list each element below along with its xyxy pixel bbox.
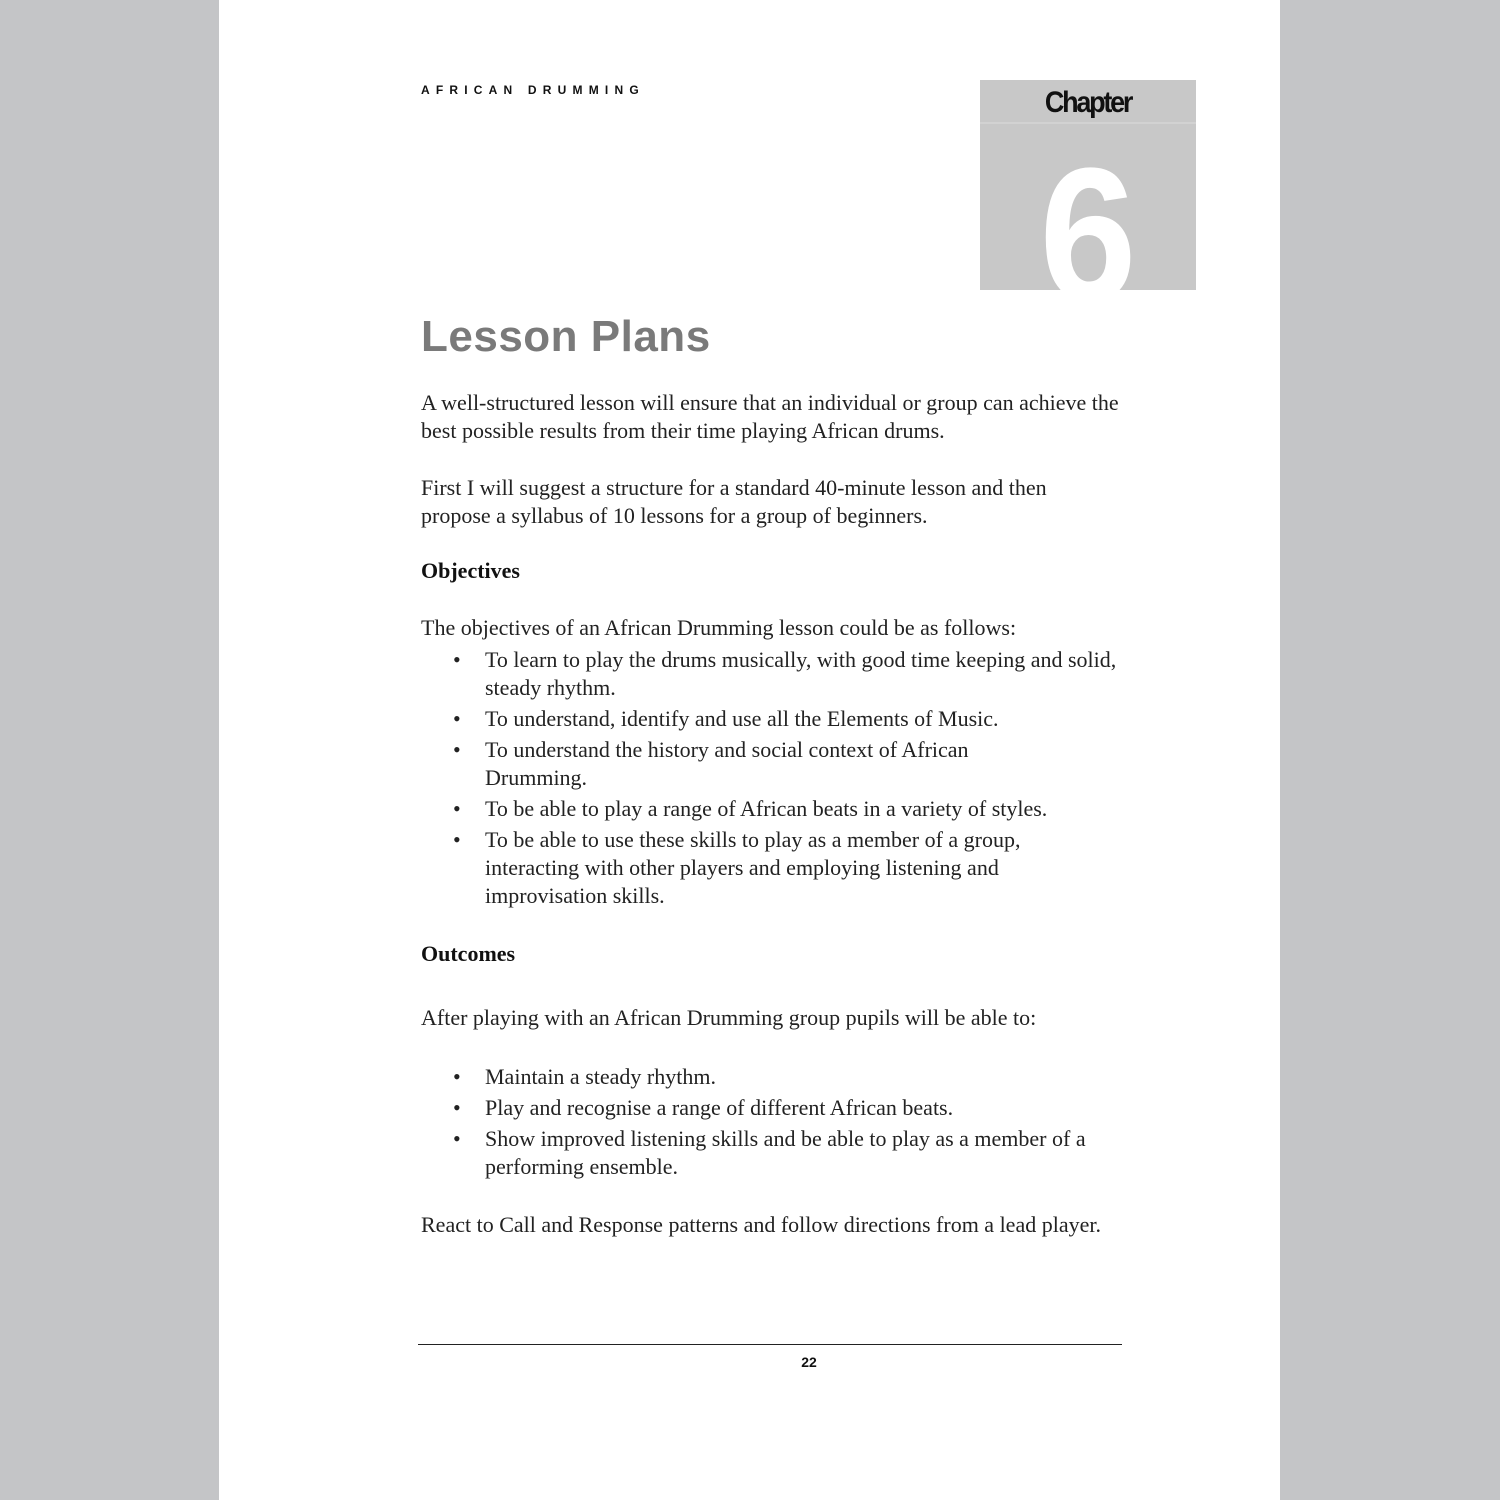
page-title: Lesson Plans	[421, 312, 711, 361]
bullet-icon: •	[453, 796, 461, 821]
objectives-intro: The objectives of an African Drumming lesson could be as follows:	[421, 615, 1017, 640]
chapter-label: Chapter	[1044, 86, 1132, 119]
outcomes-heading: Outcomes	[421, 941, 516, 966]
list-item-text: To learn to play the drums musically, with good time keeping and solid, steady rhythm.	[485, 647, 1117, 700]
list-item	[421, 1063, 1125, 1091]
intro-paragraph: A well-structured lesson will ensure that an individual or group can achieve the best possible results from their time playing African drums.	[421, 390, 1119, 443]
running-header: AFRICAN DRUMMING	[421, 83, 645, 97]
objectives-list	[421, 646, 1125, 913]
document-page	[219, 0, 1280, 1500]
bullet-icon: •	[453, 737, 461, 762]
list-item	[421, 795, 1125, 823]
list-item-text: To understand, identify and use all the Elements of Music.	[485, 706, 999, 731]
list-item	[421, 705, 1125, 733]
list-item-text: To understand the history and social context of African Drumming.	[485, 737, 969, 790]
bullet-icon: •	[453, 827, 461, 852]
outcomes-list	[421, 1063, 1125, 1184]
bullet-icon: •	[453, 1126, 461, 1151]
list-item	[421, 646, 1125, 702]
chapter-number: 6	[1039, 129, 1137, 341]
list-item-text: Play and recognise a range of different African beats.	[485, 1095, 954, 1120]
list-item-text: Maintain a steady rhythm.	[485, 1064, 716, 1089]
list-item	[421, 826, 1085, 910]
footer-rule	[418, 1344, 1122, 1345]
list-item	[421, 1094, 1125, 1122]
page-number: 22	[801, 1354, 817, 1370]
bullet-icon: •	[453, 647, 461, 672]
list-item-text: Show improved listening skills and be able to play as a member of a performing ensemble.	[485, 1126, 1086, 1179]
outcomes-intro: After playing with an African Drumming group pupils will be able to:	[421, 1005, 1037, 1030]
list-item	[421, 1125, 1105, 1181]
list-item-text: To be able to use these skills to play as a member of a group, interacting with other players and employing listening and improvisation skills.	[485, 827, 1021, 908]
objectives-heading: Objectives	[421, 558, 520, 583]
list-item	[421, 736, 1045, 792]
outcomes-closing: React to Call and Response patterns and follow directions from a lead player.	[421, 1212, 1101, 1237]
chapter-box	[980, 80, 1196, 341]
bullet-icon: •	[453, 1095, 461, 1120]
bullet-icon: •	[453, 706, 461, 731]
bullet-icon: •	[453, 1064, 461, 1089]
list-item-text: To be able to play a range of African beats in a variety of styles.	[485, 796, 1048, 821]
intro-paragraph: First I will suggest a structure for a standard 40-minute lesson and then propose a syllabus of 10 lessons for a group of beginners.	[421, 475, 1047, 528]
